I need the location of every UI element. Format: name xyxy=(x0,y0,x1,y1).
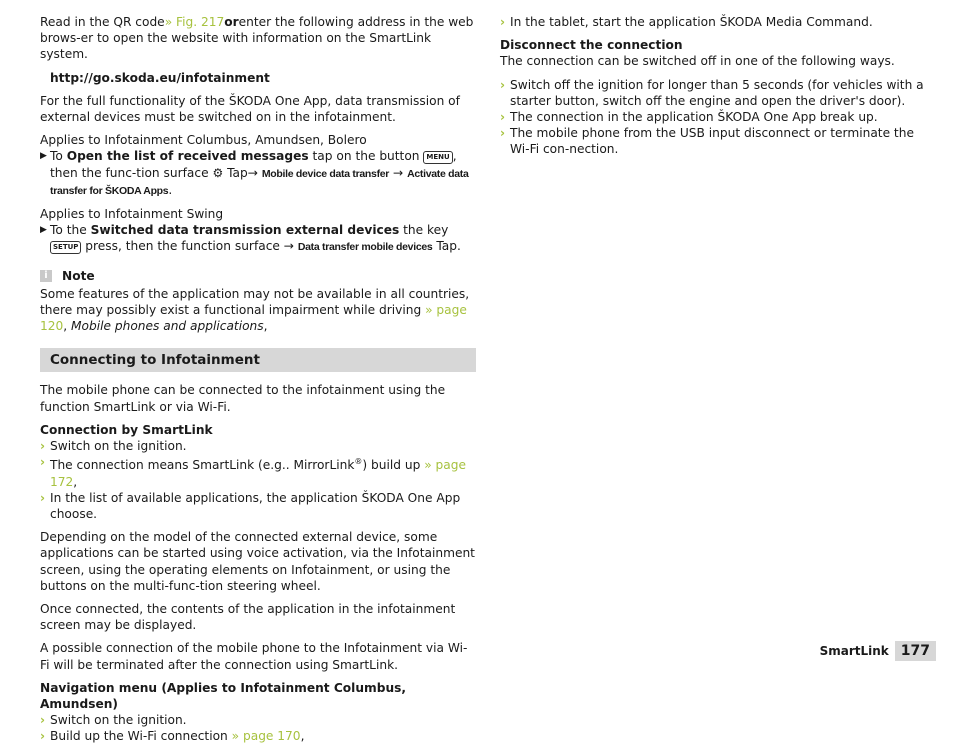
setup-key-icon: SETUP xyxy=(50,241,81,254)
applies-columbus: Applies to Infotainment Columbus, Amundsen, Bolero xyxy=(40,133,367,148)
list-item: › The connection means SmartLink (e.g.. MirrorLink®) build up » page 172, xyxy=(40,455,466,489)
applies-swing: Applies to Infotainment Swing xyxy=(40,207,224,222)
list-item: › Build up the Wi-Fi connection » page 170, xyxy=(40,729,305,744)
chevron-right-icon: › xyxy=(40,729,46,744)
note-header xyxy=(40,268,476,284)
right-column xyxy=(500,14,930,158)
chevron-right-icon: › xyxy=(40,490,46,505)
qr-paragraph xyxy=(40,14,476,63)
list-item: › In the tablet, start the application ŠKODA Media Command. xyxy=(500,15,873,29)
chevron-right-icon: › xyxy=(500,126,506,141)
section-title: Connecting to Infotainment xyxy=(40,348,476,372)
mobile-data-transfer-label: Mobile device data transfer xyxy=(261,167,390,180)
step-swing: ▶ To the Switched data transmission external devices the key SETUP press, then the function surface → Data transfer mobile devices Tap. xyxy=(40,222,476,255)
chevron-right-icon: › xyxy=(500,110,506,125)
chevron-right-icon: › xyxy=(500,15,506,29)
disconnect-text: The connection can be switched off in one of the following ways. xyxy=(500,54,895,69)
switched-transfer-label: Switched data transmission external devices xyxy=(90,223,400,238)
chevron-right-icon: › xyxy=(40,713,46,728)
triangle-bullet-icon: ▶ xyxy=(40,225,47,236)
disconnect-heading: Disconnect the connection xyxy=(500,38,683,53)
list-item: › Switch off the ignition for longer than 5 seconds (for vehicles with a starter button, switch off the engine and open the driver's door). xyxy=(500,77,924,108)
paragraph: A possible connection of the mobile phone to the Infotainment via Wi-Fi will be terminated after the connection using SmartLink. xyxy=(40,641,468,672)
page-170-link[interactable]: » page 170 xyxy=(231,729,301,744)
chevron-right-icon: › xyxy=(500,77,506,92)
functionality-paragraph: For the full functionality of the ŠKODA One App, data transmission of external devices must be switched on in the infotainment. xyxy=(40,93,460,125)
list-item: › Switch on the ignition. xyxy=(40,439,187,454)
triangle-bullet-icon: ▶ xyxy=(40,151,47,162)
chevron-right-icon: › xyxy=(40,439,46,454)
smartlink-heading: Connection by SmartLink xyxy=(40,422,213,437)
note-text: Some features of the application may not be available in all countries, there may possibly exist a functional impairment while driving » page 120, Mobile phones and applications, xyxy=(40,286,470,334)
activate-transfer-label: Activate data transfer for ŠKODA Apps xyxy=(50,167,469,197)
list-item: › In the list of available applications, the application ŠKODA One App choose. xyxy=(40,490,461,521)
connection-intro: The mobile phone can be connected to the infotainment using the function SmartLink or via Wi-Fi. xyxy=(40,383,446,414)
page-172-link[interactable]: » page 172 xyxy=(50,458,466,489)
note-title: Note xyxy=(62,268,95,283)
paragraph: Once connected, the contents of the application in the infotainment screen may be displayed. xyxy=(40,601,456,633)
list-item: › Switch on the ignition. xyxy=(40,713,187,728)
note-topic: Mobile phones and applications xyxy=(71,319,264,334)
menu-key-icon: MENU xyxy=(423,151,452,164)
chevron-right-icon: › xyxy=(40,455,46,470)
or-word: or xyxy=(224,15,239,29)
data-transfer-mobile-label: Data transfer mobile devices xyxy=(297,241,433,254)
infotainment-url[interactable]: http://go.skoda.eu/infotainment xyxy=(50,70,270,85)
text: enter the following address in the web brows-er to open the website with information on the SmartLink system. xyxy=(40,15,474,62)
list-item: › The mobile phone from the USB input disconnect or terminate the Wi-Fi con-nection. xyxy=(500,126,914,157)
nav-menu-heading: Navigation menu (Applies to Infotainment Columbus, Amundsen) xyxy=(40,680,407,711)
page-number: 177 xyxy=(895,641,936,661)
paragraph: Depending on the model of the connected external device, some applications can be started using voice activation, via the Infotainment screen, using the operating elements on Infotainment, or using the buttons on the multi-func-tion steering wheel. xyxy=(40,530,475,593)
fig-ref-link[interactable]: » Fig. 217 xyxy=(164,15,225,29)
info-icon: i xyxy=(40,270,52,282)
text: Read in the QR code xyxy=(40,15,165,29)
left-column xyxy=(40,14,476,745)
footer-title: SmartLink xyxy=(819,644,889,658)
gear-icon: ⚙ xyxy=(212,165,224,180)
list-item: › The connection in the application ŠKODA One App break up. xyxy=(500,110,878,125)
page-footer xyxy=(820,641,936,661)
open-messages-label: Open the list of received messages xyxy=(66,149,309,164)
step-columbus: ▶ To Open the list of received messages tap on the button MENU , then the func-tion surface ⚙ Tap→ Mobile device data transfer → Activate data transfer for ŠKODA Apps. xyxy=(40,148,476,199)
page-120-link[interactable]: » page 120 xyxy=(40,303,467,334)
